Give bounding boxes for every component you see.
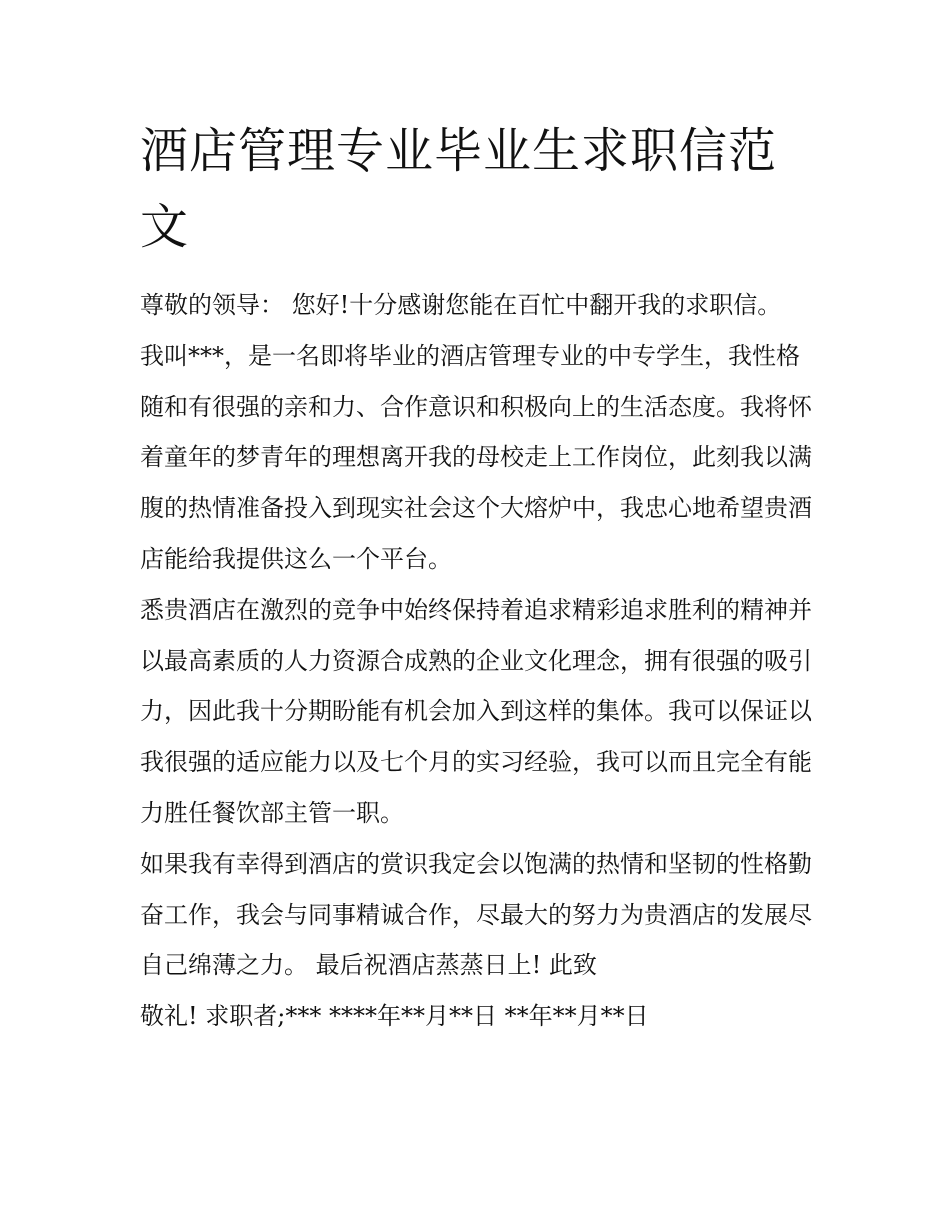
document-body [140, 280, 816, 1042]
paragraph-introduction: 我叫***，是一名即将毕业的酒店管理专业的中专学生，我性格随和有很强的亲和力、合作意识和积极向上的生活态度。我将怀着童年的梦青年的理想离开我的母校走上工作岗位，此刻我以满腹的热情准备投入到现实社会这个大熔炉中，我忠心地希望贵酒店能给我提供这么一个平台。 [140, 341, 812, 573]
document-title: 酒店管理专业毕业生求职信范文 [140, 123, 778, 255]
paragraph-commitment: 如果我有幸得到酒店的赏识我定会以饱满的热情和坚韧的性格勤奋工作，我会与同事精诚合作，尽最大的努力为贵酒店的发展尽自己绵薄之力。 最后祝酒店蒸蒸日上! 此致 [140, 849, 812, 980]
paragraph-motivation: 悉贵酒店在激烈的竞争中始终保持着追求精彩追求胜利的精神并以最高素质的人力资源合成熟的企业文化理念，拥有很强的吸引力，因此我十分期盼能有机会加入到这样的集体。我可以保证以我很强的适应能力以及七个月的实习经验，我可以而且完全有能力胜任餐饮部主管一职。 [140, 595, 812, 827]
paragraph-greeting: 尊敬的领导： 您好!十分感谢您能在百忙中翻开我的求职信。 [140, 291, 782, 319]
paragraph-closing: 敬礼! 求职者;*** ****年**月**日 **年**月**日 [140, 1002, 649, 1031]
